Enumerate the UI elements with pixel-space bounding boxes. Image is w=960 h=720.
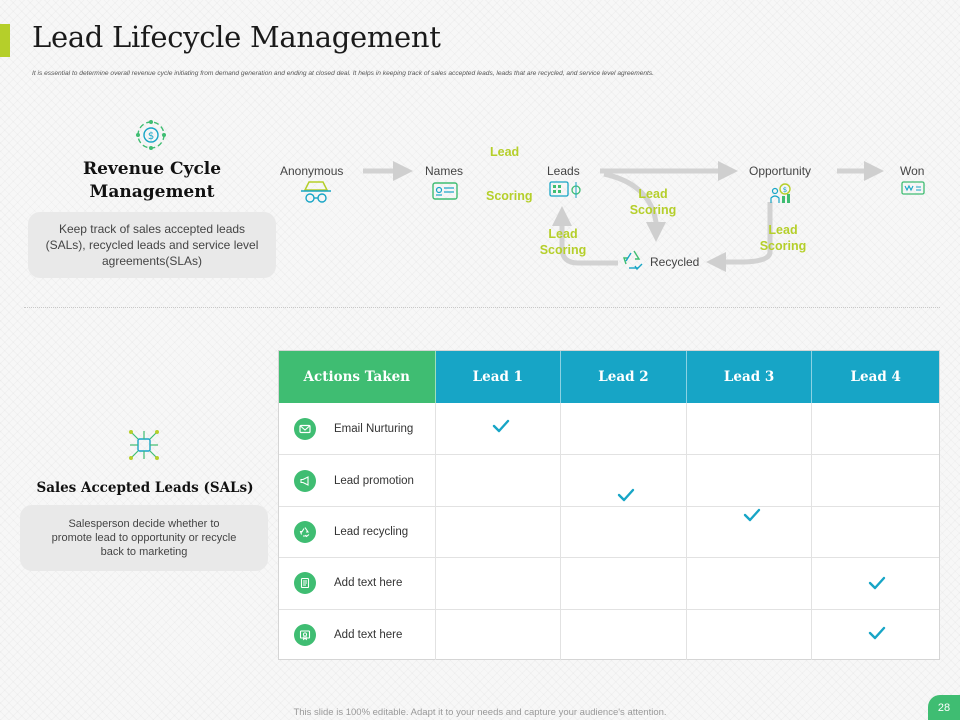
table-body (279, 403, 939, 660)
id-card-icon (432, 182, 458, 200)
revenue-cycle-description-box (28, 212, 276, 278)
revenue-cycle-title-line1: Revenue Cycle (82, 159, 222, 179)
recycle-icon (294, 521, 316, 543)
won-ticket-icon (901, 181, 925, 195)
scoring-label-right-line1: Lead (768, 223, 798, 237)
scoring-label-right (756, 222, 810, 254)
page-subtitle: It is essential to determine overall revenue cycle initiating from demand generation and ending at closed deal. It helps in keeping track of sales accepted leads, leads that are recycled, and service level agreements. (32, 70, 654, 77)
row-label: Add text here (334, 628, 403, 641)
page-number: 28 (928, 695, 960, 720)
revenue-cycle-description: Keep track of sales accepted leads (SALs), recycled leads and service level agreements(SLAs) (45, 222, 259, 268)
actions-table (278, 350, 940, 660)
check-icon (868, 626, 886, 640)
table-row (279, 557, 939, 608)
cell-lead-4 (812, 507, 939, 557)
revenue-cycle-title (62, 158, 242, 204)
cell-lead-3 (687, 403, 813, 454)
certificate-icon (294, 624, 316, 646)
stage-anonymous: Anonymous (280, 164, 344, 178)
table-header (279, 351, 939, 403)
cell-lead-4 (812, 455, 939, 505)
scoring-label-left-line1: Lead (548, 227, 578, 241)
cell-lead-1 (436, 558, 562, 608)
cell-lead-3 (687, 507, 813, 557)
header-lead-1: Lead 1 (436, 351, 562, 403)
cell-lead-3 (687, 455, 813, 505)
row-label: Email Nurturing (334, 422, 414, 435)
svg-text:$: $ (782, 186, 788, 194)
scoring-label-top-line2: Scoring (486, 189, 533, 203)
scoring-label-top-line1: Lead (490, 145, 520, 159)
title-accent-bar (0, 24, 10, 57)
stage-names: Names (425, 164, 464, 178)
cell-lead-2 (561, 558, 687, 608)
table-row (279, 454, 939, 505)
header-lead-2: Lead 2 (561, 351, 687, 403)
cell-lead-2 (561, 403, 687, 454)
row-label: Lead recycling (334, 525, 409, 538)
page-title: Lead Lifecycle Management (32, 20, 441, 54)
cell-lead-4 (812, 403, 939, 454)
table-row (279, 609, 939, 660)
revenue-cycle-title-line2: Management (89, 182, 215, 202)
cell-lead-1 (436, 507, 562, 557)
svg-text:$: $ (147, 131, 155, 142)
cell-lead-3 (687, 558, 813, 608)
cell-lead-1 (436, 610, 562, 660)
footer-note: This slide is 100% editable. Adapt it to your needs and capture your audience's attention. (293, 707, 667, 718)
cell-lead-4 (812, 610, 939, 660)
incognito-icon (299, 180, 333, 208)
megaphone-icon (294, 470, 316, 492)
scoring-label-left-line2: Scoring (539, 243, 587, 257)
document-icon (294, 572, 316, 594)
check-icon (492, 419, 510, 433)
cell-lead-1 (436, 455, 562, 505)
scoring-label-mid-line1: Lead (638, 187, 668, 201)
cell-lead-3 (687, 610, 813, 660)
check-icon (617, 488, 635, 502)
stage-won: Won (900, 164, 925, 178)
cell-lead-2 (561, 507, 687, 557)
cell-lead-4 (812, 558, 939, 608)
row-label: Lead promotion (334, 474, 414, 487)
sal-description: Salesperson decide whether to promote lead to opportunity or recycle back to marketing (51, 518, 237, 558)
dollar-cycle-icon (134, 118, 168, 152)
opportunity-icon (770, 182, 796, 204)
check-icon (868, 576, 886, 590)
recycle-flow-icon (622, 249, 646, 271)
scoring-label-mid-line2: Scoring (629, 203, 677, 217)
stage-leads: Leads (547, 164, 580, 178)
email-icon (294, 418, 316, 440)
sal-description-box (20, 505, 268, 571)
scoring-label-left (536, 226, 590, 258)
leads-dashboard-icon (549, 180, 583, 200)
scoring-label-right-line2: Scoring (759, 239, 807, 253)
cell-lead-2 (561, 455, 687, 505)
row-label: Add text here (334, 577, 403, 590)
section-divider (24, 307, 940, 308)
header-lead-4: Lead 4 (812, 351, 939, 403)
check-icon (743, 508, 761, 522)
stage-opportunity: Opportunity (749, 164, 812, 178)
cell-lead-1 (436, 403, 562, 454)
scoring-label-mid (626, 186, 680, 218)
table-row (279, 506, 939, 557)
stage-recycled: Recycled (650, 255, 700, 269)
header-actions-taken: Actions Taken (279, 351, 436, 403)
sal-title: Sales Accepted Leads (SALs) (36, 480, 254, 496)
cell-lead-2 (561, 610, 687, 660)
table-row (279, 403, 939, 454)
network-icon (127, 428, 161, 462)
header-lead-3: Lead 3 (687, 351, 813, 403)
